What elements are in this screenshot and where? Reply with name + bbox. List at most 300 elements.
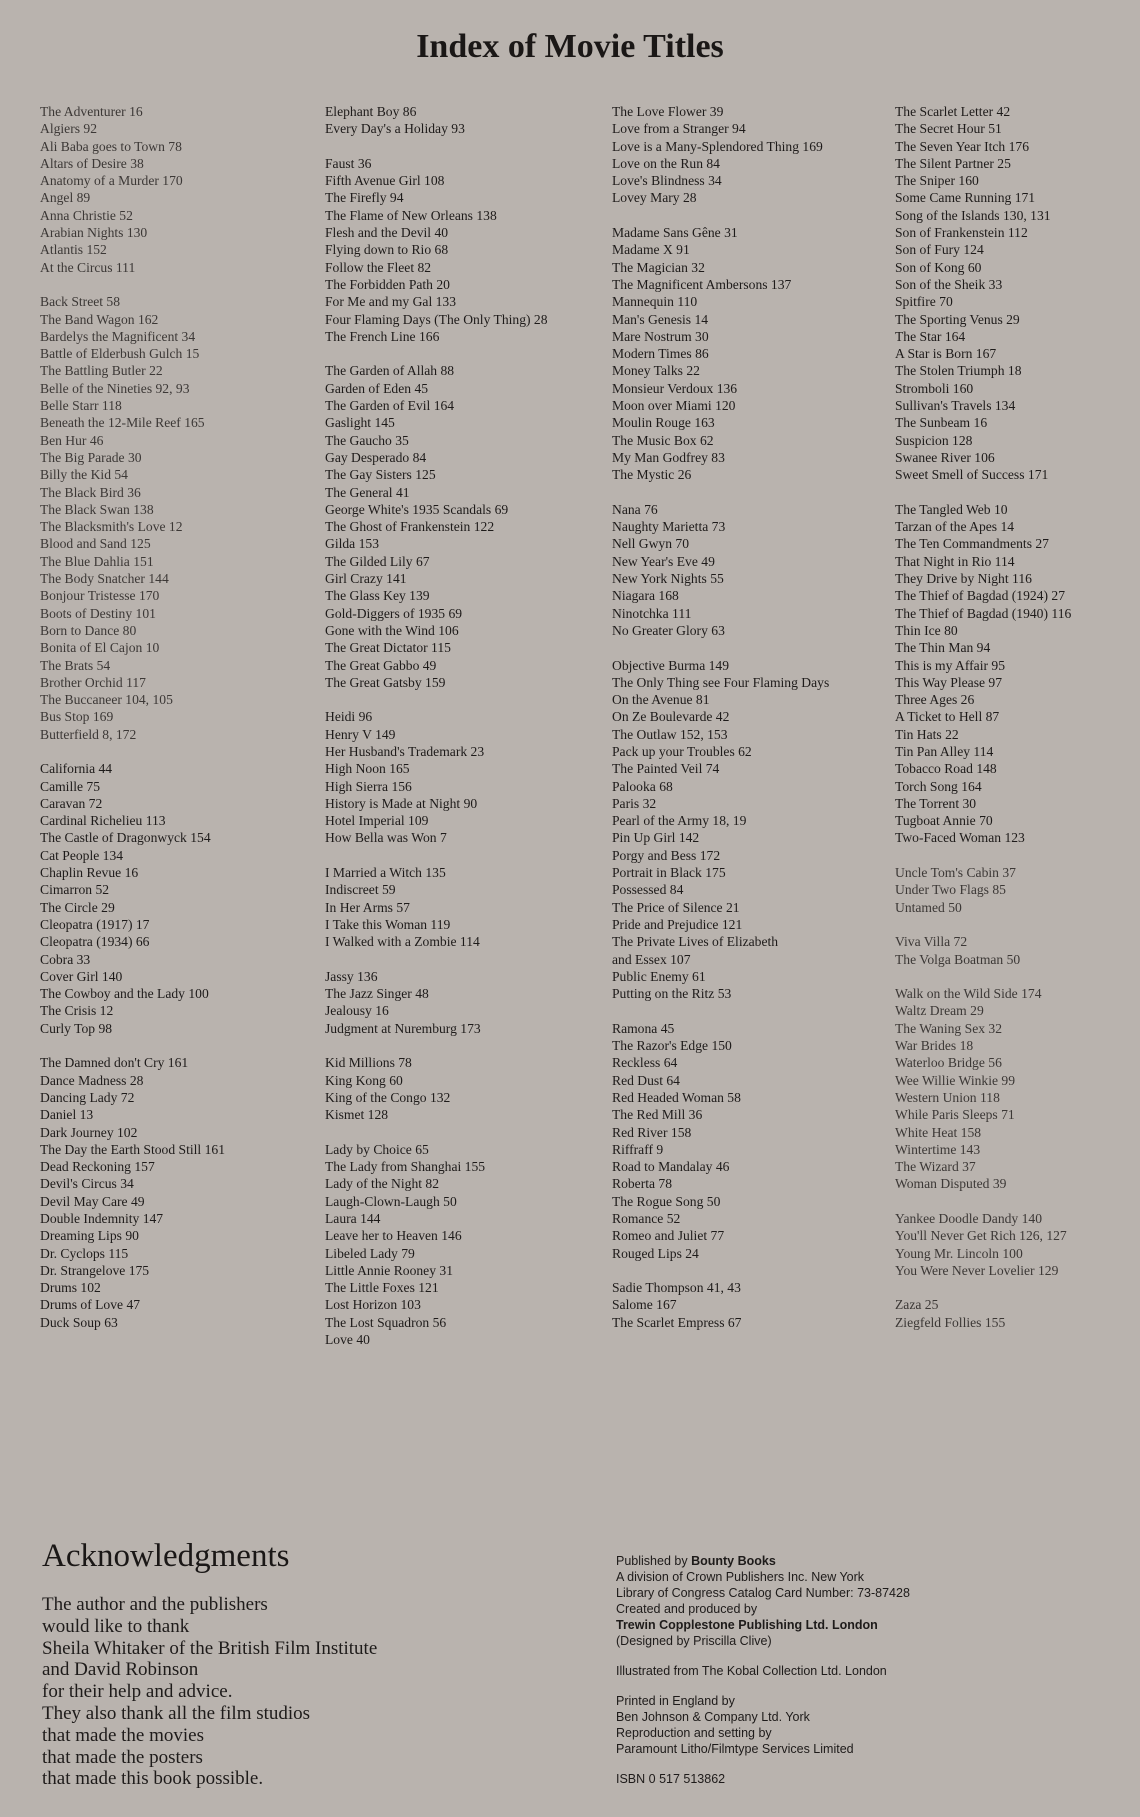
index-entry: Lovey Mary 28 [612,190,697,206]
index-entry: Kismet 128 [325,1107,389,1123]
index-entry: Lady by Choice 65 [325,1141,429,1157]
index-entry: George White's 1935 Scandals 69 [325,501,509,517]
index-entry: The Ghost of Frankenstein 122 [325,519,495,535]
index-entry: Wee Willie Winkie 99 [895,1072,1015,1088]
index-entry: Dark Journey 102 [40,1124,138,1140]
index-entry: Chaplin Revue 16 [40,865,139,881]
index-entry: Fifth Avenue Girl 108 [325,173,445,189]
index-entry: Double Indemnity 147 [40,1211,164,1226]
index-entry: The Gaucho 35 [325,432,409,448]
index-entry: The Torrent 30 [895,795,977,811]
index-entry: Red River 158 [612,1124,692,1140]
index-entry: Sweet Smell of Success 171 [895,467,1049,483]
index-entry: The French Line 166 [325,328,440,344]
index-entry: Kid Millions 78 [325,1055,412,1071]
index-entry: The Wizard 37 [895,1159,976,1175]
index-entry: Niagara 168 [612,588,679,604]
index-entry: You Were Never Lovelier 129 [895,1262,1059,1278]
index-entry: Son of Frankenstein 112 [895,225,1028,241]
index-letter-group [895,1210,1140,1279]
index-entry: The Price of Silence 21 [612,899,740,915]
index-entry: War Brides 18 [895,1038,974,1054]
index-entry: The Circle 29 [40,899,115,915]
index-entry: Zaza 25 [895,1297,939,1313]
index-entry: Belle of the Nineties 92, 93 [40,380,190,396]
index-entry: Roberta 78 [612,1176,673,1192]
index-letter-group [612,103,897,207]
index-entry: The Outlaw 152, 153 [612,726,728,742]
index-entry: King of the Congo 132 [325,1089,451,1105]
index-entry: Love on the Run 84 [612,155,720,171]
index-entry: Hotel Imperial 109 [325,813,429,829]
ack-line: that made the movies [42,1724,204,1746]
publisher-line: Library of Congress Catalog Card Number: 73-87428 [616,1586,910,1600]
index-entry: Ben Hur 46 [40,432,104,448]
index-entry: Nell Gwyn 70 [612,536,690,552]
index-entry: The Great Gatsby 159 [325,674,446,690]
index-entry: For Me and my Gal 133 [325,294,457,310]
index-entry: The Razor's Edge 150 [612,1038,732,1054]
index-entry: Cat People 134 [40,847,124,863]
index-entry: The Damned don't Cry 161 [40,1055,189,1071]
index-entry: Modern Times 86 [612,346,709,362]
index-entry: The Only Thing see Four Flaming Days [612,674,830,690]
index-entry: New Year's Eve 49 [612,553,715,569]
index-entry: The Day the Earth Stood Still 161 [40,1141,226,1157]
index-letter-group [325,864,610,950]
index-entry: Lady of the Night 82 [325,1176,440,1192]
index-entry: Objective Burma 149 [612,657,730,673]
index-entry: Love's Blindness 34 [612,173,722,189]
publisher-block [616,1553,1116,1649]
ack-line: would like to thank [42,1615,190,1637]
index-entry: Drums of Love 47 [40,1297,141,1313]
index-entry: The Waning Sex 32 [895,1020,1003,1036]
index-entry: Song of the Islands 130, 131 [895,207,1051,223]
index-entry: Tarzan of the Apes 14 [895,519,1015,535]
index-entry: History is Made at Night 90 [325,795,478,811]
index-entry: The Garden of Evil 164 [325,398,455,414]
index-entry: Waltz Dream 29 [895,1003,984,1019]
index-entry: This Way Please 97 [895,674,1003,690]
index-entry: Back Street 58 [40,294,121,310]
index-entry: That Night in Rio 114 [895,553,1015,569]
index-entry: Cleopatra (1917) 17 [40,916,150,932]
index-entry: Pack up your Troubles 62 [612,743,752,759]
index-entry: Putting on the Ritz 53 [612,986,732,1002]
index-entry: Madame Sans Gêne 31 [612,225,738,241]
index-entry: Salome 167 [612,1297,677,1313]
index-entry: Road to Mandalay 46 [612,1159,730,1175]
index-entry: Beneath the 12-Mile Reef 165 [40,415,205,431]
publisher-name: Bounty Books [691,1554,776,1568]
index-letter-group [40,293,325,743]
index-entry: Tin Hats 22 [895,726,959,742]
index-entry: You'll Never Get Rich 126, 127 [895,1228,1067,1244]
index-entry: Ninotchka 111 [612,605,692,621]
index-entry: Altars of Desire 38 [40,155,144,171]
index-entry: Flying down to Rio 68 [325,242,449,258]
index-entry: Porgy and Bess 172 [612,847,721,863]
index-column-2 [325,103,610,1366]
index-entry: Lost Horizon 103 [325,1297,421,1313]
index-entry: Love 40 [325,1332,370,1348]
index-entry: Son of Fury 124 [895,242,984,258]
index-entry: Four Flaming Days (The Only Thing) 28 [325,311,548,327]
index-entry: Dancing Lady 72 [40,1089,135,1105]
index-entry: The Cowboy and the Lady 100 [40,986,209,1002]
index-entry: The Gay Sisters 125 [325,467,436,483]
index-entry: On Ze Boulevarde 42 [612,709,730,725]
index-entry: Indiscreet 59 [325,882,396,898]
index-letter-group [40,760,325,1037]
index-entry: Public Enemy 61 [612,968,706,984]
index-entry: Caravan 72 [40,795,103,811]
index-entry: The Stolen Triumph 18 [895,363,1022,379]
index-letter-group [895,1296,1140,1331]
index-entry: Daniel 13 [40,1107,94,1123]
index-letter-group [612,1020,897,1262]
index-entry: Some Came Running 171 [895,190,1036,206]
index-entry: The Castle of Dragonwyck 154 [40,830,211,846]
index-entry: A Ticket to Hell 87 [895,709,1000,725]
printing-line: Reproduction and setting by [616,1726,772,1740]
index-entry: Viva Villa 72 [895,934,968,950]
index-entry: Jealousy 16 [325,1003,389,1019]
index-entry: Tin Pan Alley 114 [895,743,994,759]
index-entry: At the Circus 111 [40,259,136,275]
index-letter-group [40,103,325,276]
index-entry: The Gilded Lily 67 [325,553,430,569]
index-letter-group [895,103,1140,484]
index-entry: Swanee River 106 [895,449,995,465]
publisher-info [616,1553,1116,1801]
index-entry: Young Mr. Lincoln 100 [895,1245,1023,1261]
index-entry: Mannequin 110 [612,294,698,310]
index-entry: Henry V 149 [325,726,396,742]
index-entry: Battle of Elderbush Gulch 15 [40,346,200,362]
index-entry: The Firefly 94 [325,190,404,206]
index-entry: I Take this Woman 119 [325,916,451,932]
index-entry: The Private Lives of Elizabeth [612,934,779,950]
index-column-3 [612,103,897,1348]
index-entry: Cleopatra (1934) 66 [40,934,150,950]
index-entry: Cobra 33 [40,951,91,967]
index-letter-group [612,657,897,1003]
acknowledgments-text [42,1594,377,1790]
index-entry: The Crisis 12 [40,1003,114,1019]
index-entry: Algiers 92 [40,121,98,137]
index-entry: Elephant Boy 86 [325,104,417,119]
index-entry: Riffraff 9 [612,1141,664,1157]
publisher-line: A division of Crown Publishers Inc. New York [616,1570,865,1584]
index-entry: Belle Starr 118 [40,398,122,414]
index-entry: Every Day's a Holiday 93 [325,121,465,137]
index-entry: Sadie Thompson 41, 43 [612,1280,741,1296]
index-entry: Little Annie Rooney 31 [325,1262,453,1278]
index-letter-group [325,362,610,691]
index-entry: In Her Arms 57 [325,899,410,915]
index-entry: Anna Christie 52 [40,207,133,223]
index-entry: Her Husband's Trademark 23 [325,743,485,759]
index-entry: Portrait in Black 175 [612,865,726,881]
index-entry: Dr. Strangelove 175 [40,1262,150,1278]
index-entry: On the Avenue 81 [612,692,710,708]
index-entry: The Body Snatcher 144 [40,571,169,587]
index-entry: The Jazz Singer 48 [325,986,429,1002]
index-letter-group [325,968,610,1037]
index-entry: Jassy 136 [325,968,378,984]
index-entry: Dance Madness 28 [40,1072,144,1088]
index-entry: Love is a Many-Splendored Thing 169 [612,138,823,154]
index-entry: Son of Kong 60 [895,259,982,275]
index-entry: The Thief of Bagdad (1940) 116 [895,605,1072,621]
index-entry: Ramona 45 [612,1020,675,1036]
index-entry: Yankee Doodle Dandy 140 [895,1211,1042,1226]
index-entry: California 44 [40,761,113,777]
index-entry: Pin Up Girl 142 [612,830,700,846]
index-entry: Born to Dance 80 [40,622,137,638]
index-entry: Libeled Lady 79 [325,1245,415,1261]
index-entry: Bus Stop 169 [40,709,114,725]
printing-line: Paramount Litho/Filmtype Services Limited [616,1742,854,1756]
index-entry: The Sunbeam 16 [895,415,988,431]
ack-line: for their help and advice. [42,1681,233,1703]
index-entry: They Drive by Night 116 [895,571,1032,587]
index-entry: Torch Song 164 [895,778,982,794]
index-entry: The Volga Boatman 50 [895,951,1021,967]
index-entry: The Lost Squadron 56 [325,1314,447,1330]
illustrated-block [616,1663,1116,1679]
index-letter-group [612,501,897,639]
index-entry: Laugh-Clown-Laugh 50 [325,1193,457,1209]
ack-line: that made this book possible. [42,1768,264,1790]
index-entry: Pearl of the Army 18, 19 [612,813,747,829]
index-entry: Walk on the Wild Side 174 [895,986,1042,1002]
index-entry: Woman Disputed 39 [895,1176,1007,1192]
index-column-4 [895,103,1140,1348]
index-entry: Ziegfeld Follies 155 [895,1314,1006,1330]
index-entry: King Kong 60 [325,1072,403,1088]
index-entry: Bonjour Tristesse 170 [40,588,160,604]
index-letter-group [325,708,610,846]
index-entry: Spitfire 70 [895,294,953,310]
index-entry: Tobacco Road 148 [895,761,997,777]
index-entry: Money Talks 22 [612,363,700,379]
index-entry: The Brats 54 [40,657,111,673]
index-entry: I Walked with a Zombie 114 [325,934,480,950]
index-letter-group [895,501,1140,847]
publisher-line: Created and produced by [616,1602,758,1616]
index-entry: My Man Godfrey 83 [612,449,725,465]
index-entry: A Star is Born 167 [895,346,997,362]
index-entry: Two-Faced Woman 123 [895,830,1025,846]
index-entry: Dead Reckoning 157 [40,1159,155,1175]
index-letter-group [325,1054,610,1123]
index-entry: Billy the Kid 54 [40,467,128,483]
acknowledgments-heading: Acknowledgments [42,1538,290,1574]
index-entry: The Big Parade 30 [40,449,142,465]
index-entry: Gilda 153 [325,536,379,552]
index-entry: The Blue Dahlia 151 [40,553,154,569]
index-entry: I Married a Witch 135 [325,865,446,881]
index-entry: Monsieur Verdoux 136 [612,380,738,396]
index-entry: The Love Flower 39 [612,104,724,119]
index-entry: The Thin Man 94 [895,640,991,656]
index-entry: The Little Foxes 121 [325,1280,439,1296]
index-entry: The Lady from Shanghai 155 [325,1159,486,1175]
index-entry: The Great Gabbo 49 [325,657,437,673]
index-entry: Cardinal Richelieu 113 [40,813,166,829]
index-entry: Gold-Diggers of 1935 69 [325,605,463,621]
index-entry: Curly Top 98 [40,1020,113,1036]
index-entry: The Magnificent Ambersons 137 [612,276,792,292]
index-entry: Dr. Cyclops 115 [40,1245,129,1261]
printing-block [616,1693,1116,1757]
index-entry: Leave her to Heaven 146 [325,1228,462,1244]
index-entry: Arabian Nights 130 [40,225,148,241]
illustrated-line: Illustrated from The Kobal Collection Ltd. London [616,1664,887,1678]
index-entry: The Secret Hour 51 [895,121,1002,137]
index-entry: Bonita of El Cajon 10 [40,640,160,656]
printing-line: Ben Johnson & Company Ltd. York [616,1710,810,1724]
index-entry: The Battling Butler 22 [40,363,163,379]
index-entry: Bardelys the Magnificent 34 [40,328,196,344]
index-entry: Brother Orchid 117 [40,674,146,690]
index-entry: The Black Swan 138 [40,501,154,517]
index-entry: Devil's Circus 34 [40,1176,134,1192]
index-letter-group [325,1141,610,1349]
index-entry: Cimarron 52 [40,882,110,898]
index-entry: Romance 52 [612,1211,681,1226]
index-entry: Son of the Sheik 33 [895,276,1003,292]
index-column-1 [40,103,325,1348]
ack-line: and David Robinson [42,1659,199,1681]
index-entry: Tugboat Annie 70 [895,813,993,829]
index-entry: Stromboli 160 [895,380,974,396]
index-entry: Blood and Sand 125 [40,536,151,552]
index-entry: Man's Genesis 14 [612,311,709,327]
isbn-line: ISBN 0 517 513862 [616,1772,726,1786]
index-entry: Red Dust 64 [612,1072,680,1088]
index-entry: Heidi 96 [325,709,373,725]
index-entry: The Forbidden Path 20 [325,276,450,292]
index-letter-group [325,103,610,138]
index-entry: The Blacksmith's Love 12 [40,519,183,535]
index-letter-group [325,155,610,345]
index-entry: Mare Nostrum 30 [612,328,709,344]
index-entry: This is my Affair 95 [895,657,1006,673]
index-entry: The Seven Year Itch 176 [895,138,1030,154]
index-entry: Boots of Destiny 101 [40,605,156,621]
index-entry: The Black Bird 36 [40,484,141,500]
ack-line: They also thank all the film studios [42,1702,311,1724]
index-entry: The Rogue Song 50 [612,1193,721,1209]
index-entry: The Adventurer 16 [40,104,143,119]
index-entry: Ali Baba goes to Town 78 [40,138,182,154]
index-entry: The Great Dictator 115 [325,640,451,656]
index-entry: The Sniper 160 [895,173,979,189]
index-entry: Faust 36 [325,155,372,171]
index-entry: Devil May Care 49 [40,1193,145,1209]
index-entry: Moulin Rouge 163 [612,415,715,431]
index-entry: The Scarlet Letter 42 [895,104,1011,119]
index-entry: Naughty Marietta 73 [612,519,726,535]
index-entry: Uncle Tom's Cabin 37 [895,865,1016,881]
index-entry: Waterloo Bridge 56 [895,1055,1002,1071]
index-entry: Wintertime 143 [895,1141,981,1157]
index-entry: Follow the Fleet 82 [325,259,432,275]
index-entry: Gay Desperado 84 [325,449,427,465]
index-letter-group [895,933,1140,968]
index-entry: Three Ages 26 [895,692,975,708]
index-letter-group [895,985,1140,1193]
index-entry: Duck Soup 63 [40,1314,118,1330]
index-entry: Butterfield 8, 172 [40,726,137,742]
index-entry: White Heat 158 [895,1124,982,1140]
published-by-line [616,1553,1116,1569]
index-entry: Reckless 64 [612,1055,678,1071]
index-entry: The Garden of Allah 88 [325,363,455,379]
index-entry: Camille 75 [40,778,101,794]
index-letter-group [895,864,1140,916]
index-entry: The Silent Partner 25 [895,155,1011,171]
index-entry: Red Headed Woman 58 [612,1089,741,1105]
title-index [40,103,1110,1363]
index-entry: Gone with the Wind 106 [325,622,459,638]
index-entry: The Flame of New Orleans 138 [325,207,497,223]
index-entry: Laura 144 [325,1211,381,1226]
index-entry: The Red Mill 36 [612,1107,703,1123]
index-letter-group [40,1054,325,1331]
index-entry: The Ten Commandments 27 [895,536,1049,552]
index-entry: How Bella was Won 7 [325,830,447,846]
index-entry: Western Union 118 [895,1089,1000,1105]
index-entry: The Buccaneer 104, 105 [40,692,173,708]
index-entry: Judgment at Nuremburg 173 [325,1020,481,1036]
index-entry: The Thief of Bagdad (1924) 27 [895,588,1066,604]
index-entry: The Band Wagon 162 [40,311,159,327]
index-entry: Angel 89 [40,190,91,206]
index-entry: The Painted Veil 74 [612,761,720,777]
index-entry: The Glass Key 139 [325,588,430,604]
index-entry: and Essex 107 [612,951,691,967]
page-title: Index of Movie Titles [416,28,724,65]
index-entry: Thin Ice 80 [895,622,958,638]
index-entry: Untamed 50 [895,899,962,915]
index-entry: The Sporting Venus 29 [895,311,1020,327]
index-entry: Love from a Stranger 94 [612,121,746,137]
index-entry: New York Nights 55 [612,571,724,587]
index-entry: Madame X 91 [612,242,690,258]
index-entry: The General 41 [325,484,410,500]
index-entry: Paris 32 [612,795,657,811]
index-entry: Rouged Lips 24 [612,1245,699,1261]
index-entry: Atlantis 152 [40,242,107,258]
index-entry: Drums 102 [40,1280,101,1296]
index-entry: While Paris Sleeps 71 [895,1107,1015,1123]
index-entry: Suspicion 128 [895,432,973,448]
index-entry: Sullivan's Travels 134 [895,398,1016,414]
index-entry: High Noon 165 [325,761,410,777]
index-entry: Flesh and the Devil 40 [325,225,449,241]
isbn-block [616,1771,1116,1787]
published-by-prefix: Published by [616,1554,692,1568]
producer-line: Trewin Copplestone Publishing Ltd. London [616,1618,878,1632]
index-entry: The Tangled Web 10 [895,501,1008,517]
index-entry: Under Two Flags 85 [895,882,1006,898]
ack-line: that made the posters [42,1746,203,1768]
